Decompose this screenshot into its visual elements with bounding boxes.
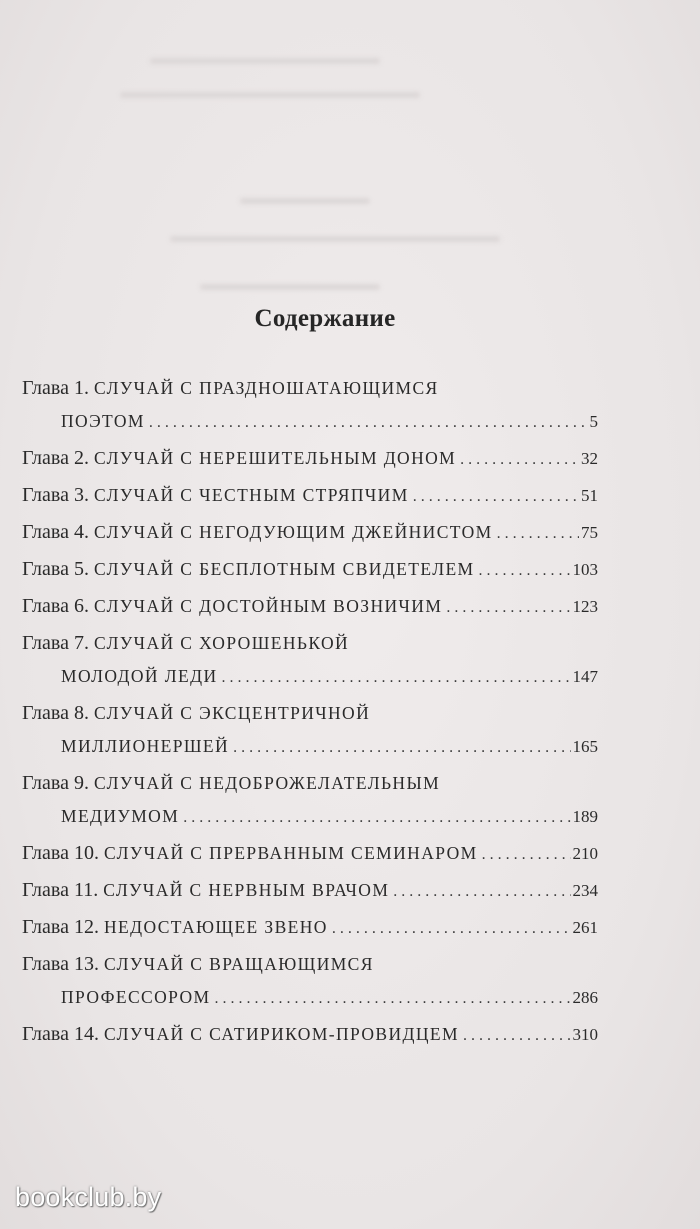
chapter-number: Глава 1. xyxy=(22,377,89,399)
dot-leader xyxy=(221,661,570,694)
chapter-title-continued: МОЛОДОЙ ЛЕДИ xyxy=(61,666,218,686)
chapter-title: СЛУЧАЙ С НЕРЕШИТЕЛЬНЫМ ДОНОМ xyxy=(93,448,457,468)
toc-entry[interactable] xyxy=(22,874,598,908)
chapter-number: Глава 10. xyxy=(22,842,99,864)
toc-entry[interactable] xyxy=(22,1018,598,1052)
chapter-title: СЛУЧАЙ С ЭКСЦЕНТРИЧНОЙ xyxy=(93,703,371,723)
chapter-number: Глава 11. xyxy=(22,879,99,901)
chapter-number: Глава 13. xyxy=(22,953,99,975)
dot-leader xyxy=(149,406,588,439)
page-number: 210 xyxy=(572,844,598,863)
chapter-title: СЛУЧАЙ С НЕДОБРОЖЕЛАТЕЛЬНЫМ xyxy=(93,773,441,793)
dot-leader xyxy=(413,480,579,513)
page-number: 286 xyxy=(572,988,598,1007)
dot-leader xyxy=(497,517,579,550)
page-number: 165 xyxy=(572,737,598,756)
chapter-title: СЛУЧАЙ С БЕСПЛОТНЫМ СВИДЕТЕЛЕМ xyxy=(93,559,475,579)
table-of-contents xyxy=(22,372,598,1055)
dot-leader xyxy=(393,875,570,908)
chapter-title-continued: ПРОФЕССОРОМ xyxy=(61,987,211,1007)
chapter-title-continued: МЕДИУМОМ xyxy=(61,806,180,826)
chapter-number: Глава 8. xyxy=(22,702,89,724)
dot-leader xyxy=(463,1019,571,1052)
dot-leader xyxy=(460,443,579,476)
chapter-title: СЛУЧАЙ С ПРАЗДНОШАТАЮЩИМСЯ xyxy=(93,378,439,398)
toc-entry[interactable] xyxy=(22,372,598,439)
chapter-number: Глава 12. xyxy=(22,916,99,938)
page-number: 189 xyxy=(572,807,598,826)
chapter-number: Глава 3. xyxy=(22,484,89,506)
chapter-title: СЛУЧАЙ С ЧЕСТНЫМ СТРЯПЧИМ xyxy=(93,485,409,505)
toc-title: Содержание xyxy=(254,305,396,332)
chapter-title: СЛУЧАЙ С ХОРОШЕНЬКОЙ xyxy=(93,633,350,653)
page-number: 310 xyxy=(572,1025,598,1044)
chapter-title: СЛУЧАЙ С ДОСТОЙНЫМ ВОЗНИЧИМ xyxy=(93,596,443,616)
toc-entry[interactable] xyxy=(22,767,598,834)
bleed-through-mark xyxy=(120,92,420,98)
dot-leader xyxy=(482,838,571,871)
site-watermark: bookclub.by xyxy=(15,1182,162,1212)
toc-entry[interactable] xyxy=(22,911,598,945)
chapter-title-continued: МИЛЛИОНЕРШЕЙ xyxy=(61,736,230,756)
chapter-number: Глава 9. xyxy=(22,772,89,794)
chapter-title: СЛУЧАЙ С НЕРВНЫМ ВРАЧОМ xyxy=(103,880,390,900)
chapter-number: Глава 14. xyxy=(22,1023,99,1045)
toc-entry[interactable] xyxy=(22,948,598,1015)
bleed-through-mark xyxy=(150,58,380,64)
chapter-number: Глава 4. xyxy=(22,521,89,543)
toc-entry[interactable] xyxy=(22,627,598,694)
page-number: 261 xyxy=(572,918,598,937)
toc-entry[interactable] xyxy=(22,442,598,476)
page-number: 147 xyxy=(572,667,598,686)
page-number: 51 xyxy=(581,486,598,505)
toc-entry[interactable] xyxy=(22,553,598,587)
dot-leader xyxy=(214,982,570,1015)
chapter-title: СЛУЧАЙ С ВРАЩАЮЩИМСЯ xyxy=(103,954,374,974)
dot-leader xyxy=(183,801,570,834)
toc-entry[interactable] xyxy=(22,479,598,513)
dot-leader xyxy=(332,912,571,945)
page-number: 75 xyxy=(581,523,598,542)
toc-entry[interactable] xyxy=(22,590,598,624)
chapter-title: НЕДОСТАЮЩЕЕ ЗВЕНО xyxy=(103,917,328,937)
bleed-through-mark xyxy=(200,284,380,290)
chapter-title-continued: ПОЭТОМ xyxy=(61,411,145,431)
dot-leader xyxy=(479,554,571,587)
chapter-title: СЛУЧАЙ С ПРЕРВАННЫМ СЕМИНАРОМ xyxy=(103,843,478,863)
bleed-through-mark xyxy=(240,198,370,204)
page-number: 32 xyxy=(581,449,598,468)
bleed-through-mark xyxy=(170,236,500,242)
page-number: 103 xyxy=(572,560,598,579)
chapter-title: СЛУЧАЙ С НЕГОДУЮЩИМ ДЖЕЙНИСТОМ xyxy=(93,522,493,542)
dot-leader xyxy=(233,731,570,764)
chapter-number: Глава 2. xyxy=(22,447,89,469)
chapter-number: Глава 6. xyxy=(22,595,89,617)
chapter-number: Глава 7. xyxy=(22,632,89,654)
toc-entry[interactable] xyxy=(22,697,598,764)
toc-entry[interactable] xyxy=(22,516,598,550)
dot-leader xyxy=(446,591,570,624)
toc-entry[interactable] xyxy=(22,837,598,871)
page-number: 123 xyxy=(572,597,598,616)
page-number: 5 xyxy=(589,412,598,431)
chapter-number: Глава 5. xyxy=(22,558,89,580)
page-number: 234 xyxy=(572,881,598,900)
chapter-title: СЛУЧАЙ С САТИРИКОМ-ПРОВИДЦЕМ xyxy=(103,1024,459,1044)
